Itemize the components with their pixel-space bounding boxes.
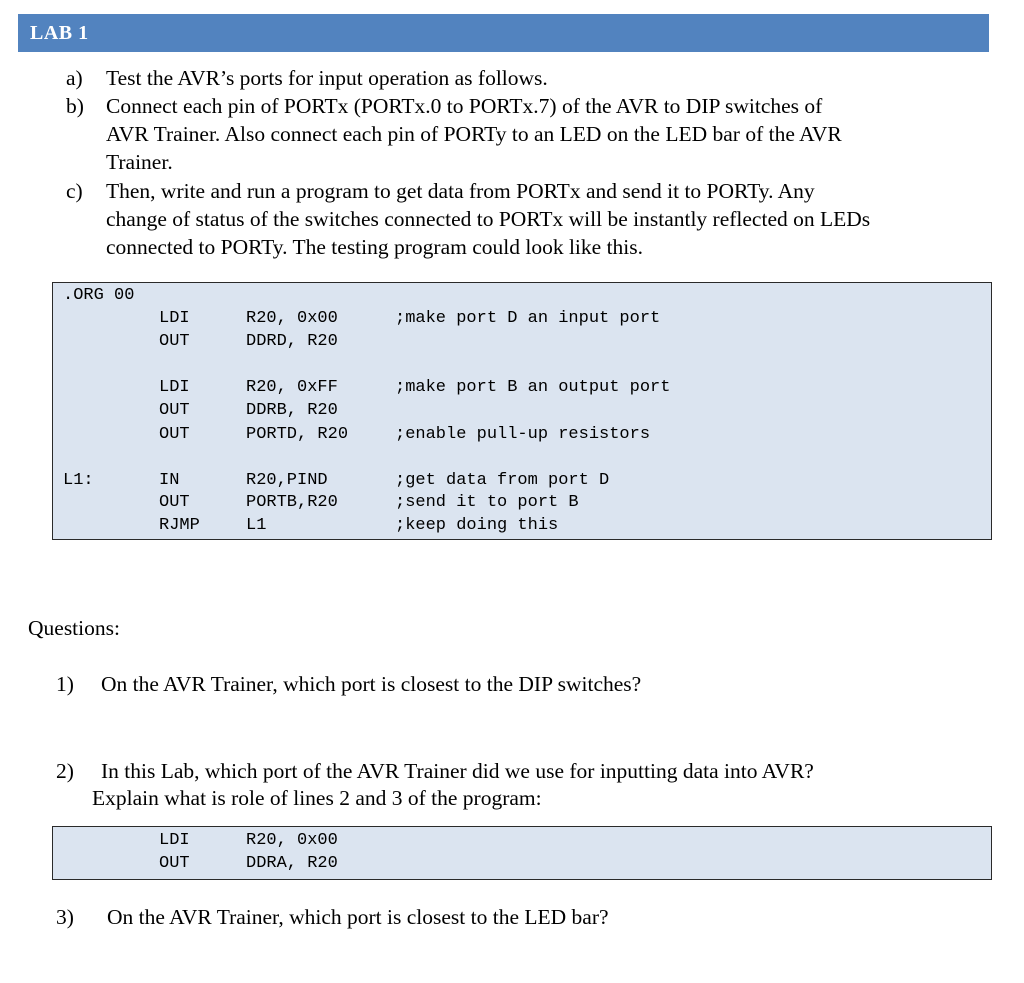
question-text: On the AVR Trainer, which port is closest to the LED bar? bbox=[107, 905, 609, 929]
questions-heading: Questions: bbox=[28, 616, 120, 640]
step-label: b) bbox=[66, 94, 84, 118]
code-op: LDI bbox=[159, 378, 190, 397]
lab-title: LAB 1 bbox=[30, 22, 89, 44]
code-args: L1 bbox=[246, 516, 267, 535]
code-args: PORTD, R20 bbox=[246, 425, 349, 444]
code-comment: ;make port B an output port bbox=[395, 378, 671, 397]
step-c bbox=[66, 177, 1006, 261]
code-args: DDRD, R20 bbox=[246, 332, 338, 351]
step-text-line: change of status of the switches connected to PORTx will be instantly reflected on LEDs bbox=[106, 207, 871, 231]
step-label: c) bbox=[66, 179, 83, 203]
code-args: R20,PIND bbox=[246, 471, 328, 490]
code-op: LDI bbox=[159, 831, 190, 850]
question-number: 1) bbox=[56, 672, 74, 696]
step-text-line: Trainer. bbox=[106, 150, 173, 174]
step-a bbox=[66, 64, 986, 92]
code-args: PORTB,R20 bbox=[246, 493, 338, 512]
code-comment: ;enable pull-up resistors bbox=[395, 425, 651, 444]
step-text-line: connected to PORTy. The testing program could look like this. bbox=[106, 235, 644, 259]
code-label: L1: bbox=[63, 471, 94, 490]
code-op: OUT bbox=[159, 425, 190, 444]
code-comment: ;get data from port D bbox=[395, 471, 610, 490]
step-text-line: AVR Trainer. Also connect each pin of PORTy to an LED on the LED bar of the AVR bbox=[106, 122, 842, 146]
code-op: OUT bbox=[159, 332, 190, 351]
question-text: On the AVR Trainer, which port is closest to the DIP switches? bbox=[101, 672, 642, 696]
code-op: OUT bbox=[159, 401, 190, 420]
code-op: OUT bbox=[159, 493, 190, 512]
code-args: R20, 0x00 bbox=[246, 309, 338, 328]
step-label: a) bbox=[66, 66, 83, 90]
org-directive: .ORG 00 bbox=[63, 286, 135, 305]
question-text: Explain what is role of lines 2 and 3 of the program: bbox=[92, 786, 542, 810]
step-text-line: Then, write and run a program to get data from PORTx and send it to PORTy. Any bbox=[106, 179, 815, 203]
question-text: In this Lab, which port of the AVR Trainer did we use for inputting data into AVR? bbox=[101, 759, 814, 783]
snippet-code-box bbox=[52, 826, 992, 880]
code-args: DDRB, R20 bbox=[246, 401, 338, 420]
code-comment: ;make port D an input port bbox=[395, 309, 661, 328]
code-op: OUT bbox=[159, 854, 190, 873]
program-code-box bbox=[52, 282, 992, 540]
lab-title-bar bbox=[18, 14, 989, 52]
question-number: 2) bbox=[56, 759, 74, 783]
code-op: IN bbox=[159, 471, 180, 490]
question-number: 3) bbox=[56, 905, 74, 929]
code-op: LDI bbox=[159, 309, 190, 328]
step-b bbox=[66, 92, 986, 176]
code-args: R20, 0x00 bbox=[246, 831, 338, 850]
code-op: RJMP bbox=[159, 516, 200, 535]
code-args: R20, 0xFF bbox=[246, 378, 338, 397]
code-comment: ;keep doing this bbox=[395, 516, 559, 535]
code-args: DDRA, R20 bbox=[246, 854, 338, 873]
step-text-line: Connect each pin of PORTx (PORTx.0 to PORTx.7) of the AVR to DIP switches of bbox=[106, 94, 823, 118]
code-comment: ;send it to port B bbox=[395, 493, 579, 512]
step-text: Test the AVR’s ports for input operation as follows. bbox=[106, 66, 548, 90]
